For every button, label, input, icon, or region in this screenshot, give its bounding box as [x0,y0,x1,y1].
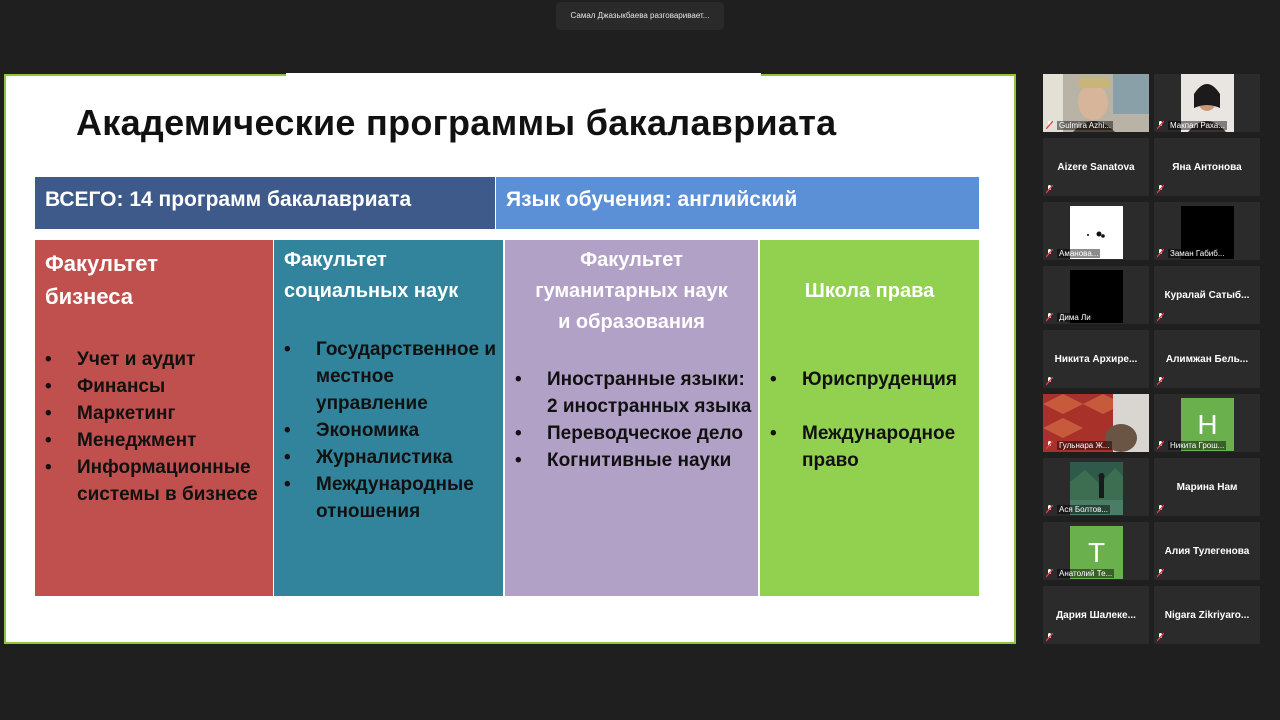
heading-line: и образования [558,311,705,333]
participant-name: Яна Антонова [1172,161,1242,173]
participant-name: Aizere Sanatova [1057,161,1135,173]
participant-tile[interactable] [1043,138,1149,196]
mic-muted-icon [1157,313,1164,321]
program-item: • Экономика [284,417,502,444]
participant-tile[interactable] [1154,394,1260,452]
mic-muted-icon [1046,249,1053,257]
program-item: • Маркетинг [45,400,271,427]
participant-tile[interactable] [1043,458,1149,516]
heading-line: гуманитарных наук [535,280,728,302]
program-item: • Журналистика [284,444,502,471]
participant-name: Ася Болтов... [1059,505,1109,514]
heading-line: бизнеса [45,284,134,309]
participant-name: Анатолий Те... [1059,569,1113,578]
avatar-initial: Т [1087,536,1106,568]
program-item: • Финансы [45,373,271,400]
share-frame-gap [286,73,761,77]
participant-tile[interactable] [1043,330,1149,388]
active-speaker-toast: Самал Джазыкбаева разговаривает... [556,2,724,30]
participant-tile[interactable] [1154,330,1260,388]
mic-muted-icon [1157,441,1164,449]
heading-line: Факультет [45,251,159,276]
participant-name: Макпал Раха... [1170,121,1225,130]
participant-tile[interactable] [1154,522,1260,580]
mic-muted-icon [1157,505,1164,513]
mic-muted-icon [1046,121,1053,129]
program-list [770,366,980,501]
participant-name: Заман Габиб... [1170,249,1225,258]
total-programs-band: ВСЕГО: 14 программ бакалавриата [35,177,495,229]
participant-tile[interactable] [1154,458,1260,516]
participant-name: Куралай Сатыб... [1164,289,1250,301]
faculty-social-heading [284,245,458,307]
mic-muted-icon [1046,313,1053,321]
avatar-initial: Н [1197,408,1218,440]
participant-name: Аманова... [1059,249,1099,258]
participant-tile[interactable] [1043,522,1149,580]
program-item: • Менеджмент [45,427,271,454]
participant-name: Алия Тулегенова [1164,545,1250,557]
participant-name: Никита Архире... [1054,353,1138,365]
participant-name: Дима Ли [1059,313,1091,322]
participant-tile[interactable] [1154,266,1260,324]
mic-muted-icon [1157,185,1164,193]
participant-name: Марина Нам [1176,481,1238,493]
mic-muted-icon [1157,121,1164,129]
participant-tile[interactable] [1043,394,1149,452]
participant-tile[interactable] [1154,138,1260,196]
mic-muted-icon [1046,185,1053,193]
participant-tile[interactable] [1154,586,1260,644]
mic-muted-icon [1157,633,1164,641]
mic-muted-icon [1157,377,1164,385]
participant-tile[interactable] [1154,202,1260,260]
program-item: • Международные отношения [284,471,502,525]
mic-muted-icon [1046,569,1053,577]
participant-name: Гульнара Ж... [1059,441,1110,450]
mic-muted-icon [1157,569,1164,577]
heading-line: Школа права [804,280,935,302]
school-of-law-heading [760,276,979,307]
mic-muted-icon [1046,505,1053,513]
participant-name: Алимжан Бель... [1165,353,1249,365]
heading-line: Факультет [284,249,387,271]
mic-muted-icon [1046,377,1053,385]
shared-screen [4,74,1016,644]
participant-name: Дария Шалеке... [1056,609,1136,621]
heading-line: Факультет [580,249,683,271]
mic-muted-icon [1046,633,1053,641]
participant-tile[interactable] [1043,586,1149,644]
faculty-humanities-heading [505,245,758,338]
participant-tile[interactable] [1043,74,1149,132]
faculty-business-heading [45,247,158,313]
participant-name: Gulmira Azhi... [1059,121,1112,130]
program-item: • Когнитивные науки [515,447,755,474]
participant-name: Никита Грош... [1170,441,1225,450]
participant-name: Nigara Zikriyaro... [1164,609,1250,621]
faculty-humanities-column [505,240,758,596]
program-item: • Информационные системы в бизнесе [45,454,271,508]
language-band: Язык обучения: английский [496,177,979,229]
mic-muted-icon [1046,441,1053,449]
program-item: • Иностранные языки: 2 иностранных языка [515,366,755,420]
participant-tile[interactable] [1043,266,1149,324]
program-list [515,366,755,474]
program-item: • Переводческое дело [515,420,755,447]
program-item: • Юриспруденция [770,366,980,393]
program-item: • Международное право [770,420,980,474]
faculty-social-column [274,240,503,596]
participant-tile[interactable] [1154,74,1260,132]
program-list [45,346,271,508]
slide-title: Академические программы бакалавриата [76,102,837,143]
faculty-business-column [35,240,273,596]
mic-muted-icon [1157,249,1164,257]
school-of-law-column [760,240,979,596]
program-item: • Учет и аудит [45,346,271,373]
program-list [284,336,502,525]
heading-line: социальных наук [284,280,459,302]
program-item: • Государственное и местное управление [284,336,502,417]
participant-tile[interactable] [1043,202,1149,260]
